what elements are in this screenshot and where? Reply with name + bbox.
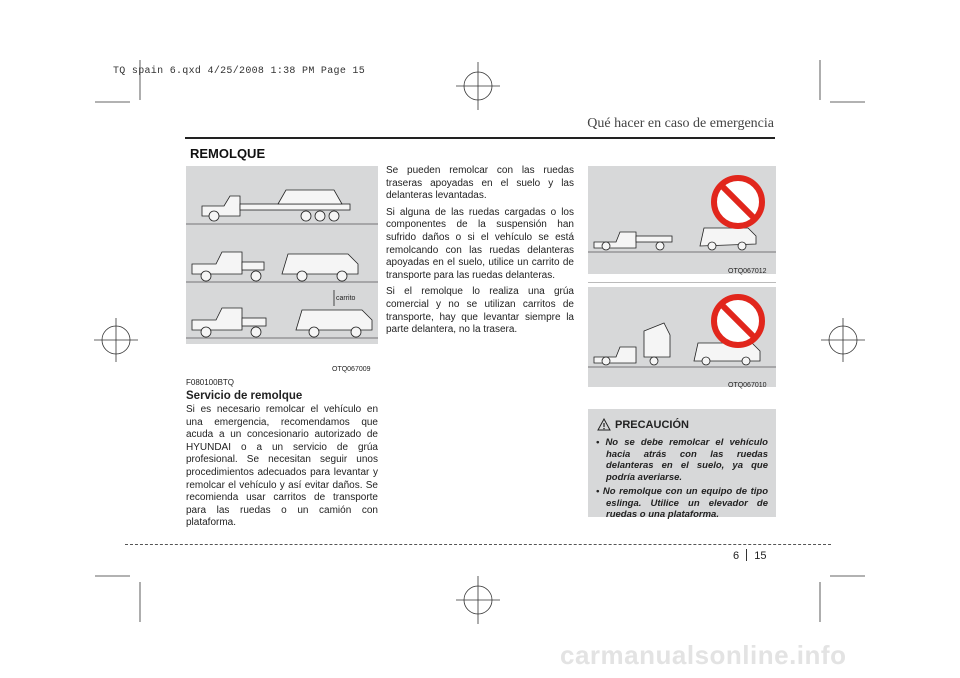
print-header: TQ spain 6.qxd 4/25/2008 1:38 PM Page 15 [113, 66, 366, 77]
footer-rule [125, 544, 831, 545]
chapter-title: Qué hacer en caso de emergencia [587, 116, 774, 131]
registration-mark-top [456, 62, 500, 110]
page-number [733, 549, 767, 562]
middle-paragraph-3: Si el remolque lo realiza una grúa comercial y no se utilizan carritos de transporte, hay que levantar siempre la parte delantera, no la trasera. [386, 286, 574, 336]
flatbed-truck-drawing [186, 190, 378, 224]
middle-column [386, 165, 574, 341]
caution-list [596, 437, 768, 524]
wheel-lift-truck-drawing [186, 252, 378, 282]
towing-illustration [186, 166, 378, 344]
prohibited-rear-tow-figure [588, 166, 776, 274]
watermark: carmanualsonline.info [560, 640, 847, 670]
prohibition-sign-1 [714, 178, 762, 226]
reference-code: F080100BTQ [186, 378, 235, 387]
left-paragraph: Si es necesario remolcar el vehículo en una emergencia, recomendamos que acuda a un concesionario autorizado de HYUNDAI o a un servicio de grúa profesional. Se necesitan seguir unos procedimientos adecuados para levantar y remolcar el vehículo y así evitar daños. Se recomienda usar carritos de transporte para las ruedas o un camión con plataforma. [186, 404, 378, 529]
rear-tow-illustration [588, 166, 776, 274]
caution-title: PRECAUCIÓN [615, 419, 689, 431]
prohibited-sling-tow-figure [588, 287, 776, 387]
warning-icon [597, 418, 611, 431]
page-number-value: 15 [754, 550, 767, 562]
figure-code: OTQ067009 [332, 366, 371, 373]
prohibition-sign-2 [714, 297, 762, 345]
page-number-divider [746, 549, 747, 561]
figure-divider [588, 282, 776, 283]
subheading: Servicio de remolque [186, 390, 303, 402]
registration-mark-bottom [456, 576, 500, 624]
dolly-label: carrito [336, 295, 356, 302]
middle-paragraph-2: Si alguna de las ruedas cargadas o los componentes de la suspensión han sufrido daños o si el vehículo se está remolcando con las ruedas delanteras apoyadas en el suelo, utilice un carrito de transporte para las ruedas delanteras. [386, 206, 574, 281]
caution-item: • No remolque con un equipo de tipo eslinga. Utilice un elevador de ruedas o una plataforma. [596, 486, 768, 520]
section-title: REMOLQUE [190, 146, 266, 161]
registration-mark-left [94, 318, 138, 362]
chapter-number: 6 [733, 550, 740, 562]
figure-code-right-top: OTQ067012 [728, 268, 767, 275]
registration-mark-right [821, 318, 865, 362]
towing-methods-figure [186, 166, 378, 373]
middle-paragraph-1: Se pueden remolcar con las ruedas traseras apoyadas en el suelo y las delanteras levantadas. [386, 165, 574, 202]
caution-box [588, 409, 776, 520]
figure-code-right-bottom: OTQ067010 [728, 382, 767, 389]
caution-item: • No se debe remolcar el vehículo hacia atrás con las ruedas delanteras en el suelo, ya que podría averiarse. [596, 437, 768, 483]
top-rule [185, 137, 775, 139]
sling-tow-illustration [588, 287, 776, 387]
